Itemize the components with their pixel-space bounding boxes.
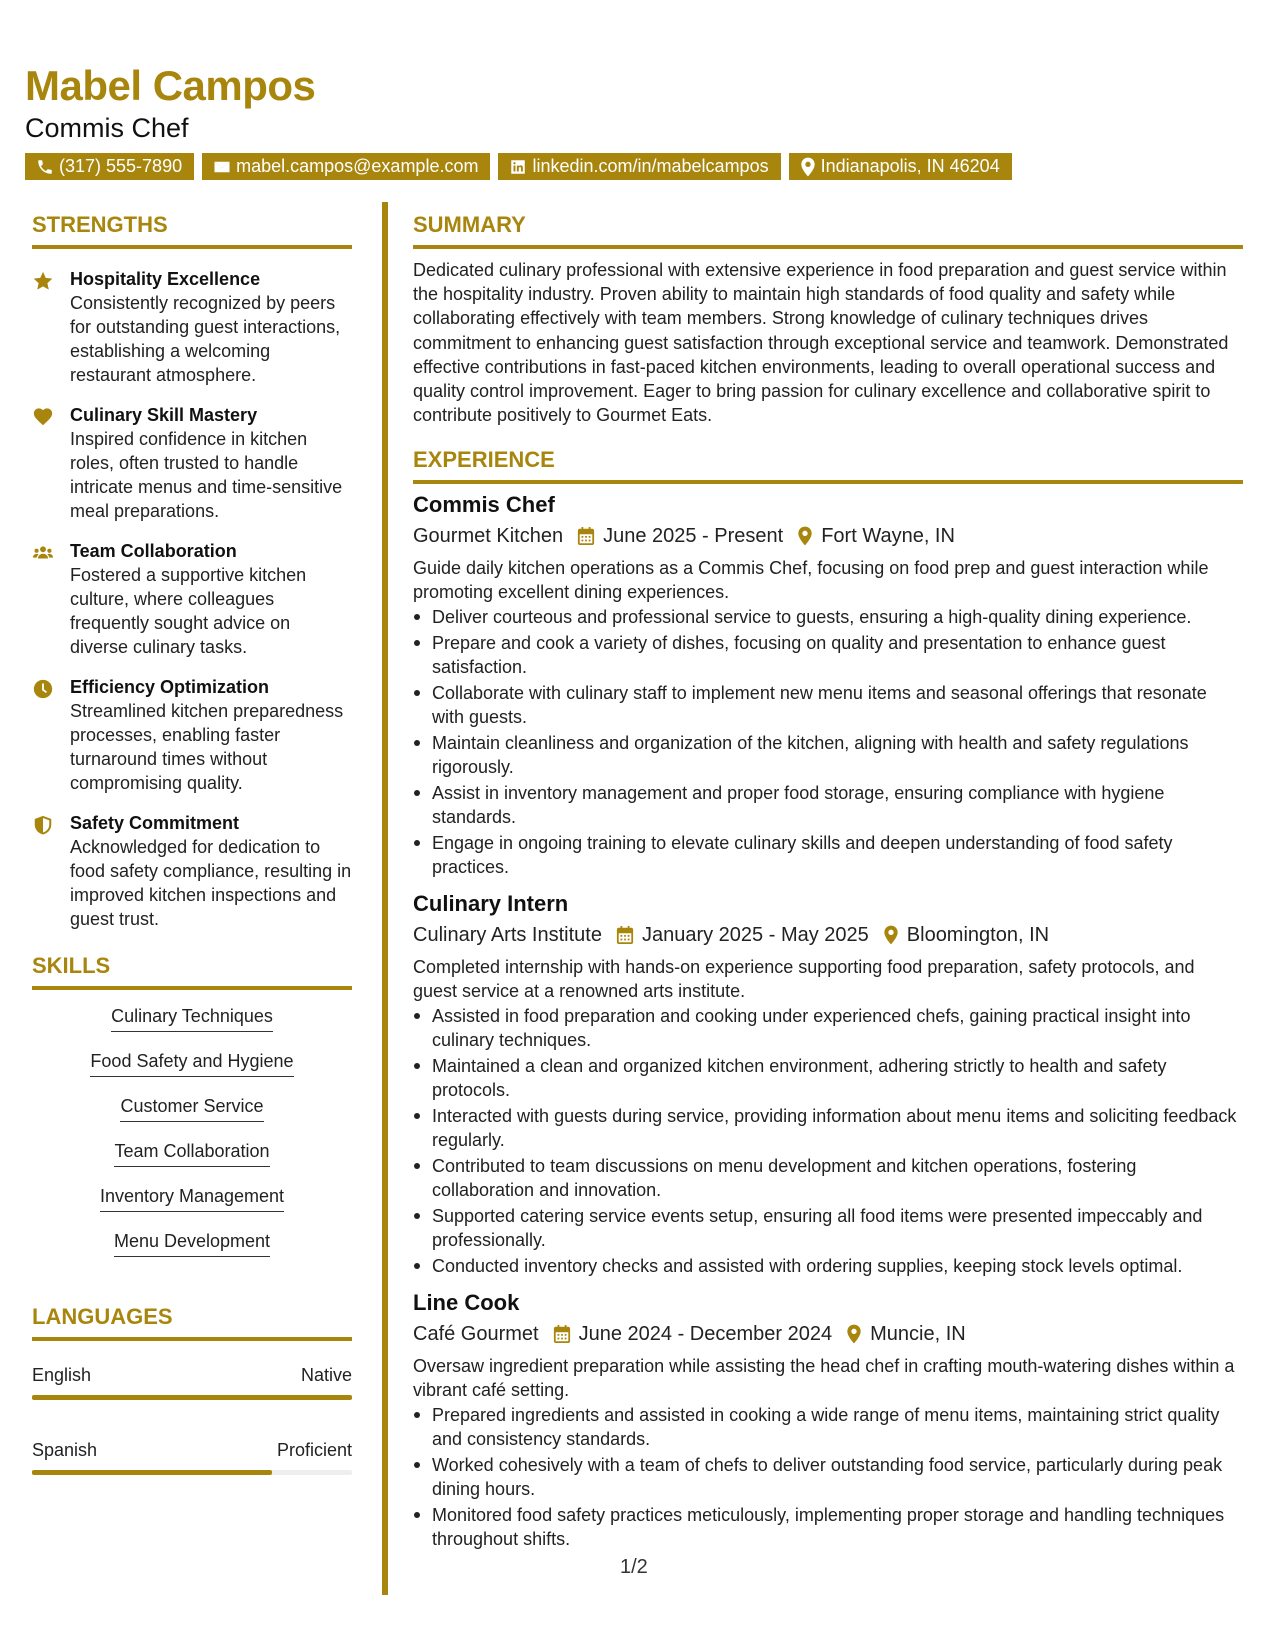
strength-item <box>32 267 352 387</box>
strength-title: Team Collaboration <box>70 541 237 561</box>
job-dates: June 2024 - December 2024 <box>578 1323 833 1346</box>
language-level: Native <box>300 1365 352 1385</box>
skills-list <box>32 1004 352 1274</box>
strength-desc: Consistently recognized by peers for outstanding guest interactions, establishing a welcoming restaurant atmosphere. <box>70 293 341 385</box>
job-location: Muncie, IN <box>870 1323 966 1346</box>
job-bullet: Collaborate with culinary staff to implement new menu items and seasonal offerings that resonate with guests. <box>413 681 1243 729</box>
job-bullet: Assist in inventory management and proper food storage, ensuring compliance with hygiene standards. <box>413 781 1243 829</box>
job-dates: June 2025 - Present <box>603 525 784 548</box>
summary-text: Dedicated culinary professional with extensive experience in food preparation and guest service within the hospitality industry. Proven ability to maintain high standards of food quality and safety while collaborating effectively with team members. Strong knowledge of culinary techniques drives commitment to enhancing guest satisfaction through exceptional service and teamwork. Demonstrated effective contributions in fast-paced kitchen environments, leading to overall operational success and quality control improvement. Eager to bring passion for culinary excellence and collaborative spirit to contribute positively to Gourmet Eats. <box>413 260 1229 426</box>
strength-desc: Fostered a supportive kitchen culture, where colleagues frequently sought advice on diverse culinary tasks. <box>70 565 307 657</box>
job-entry <box>413 1288 1243 1551</box>
linkedin-icon <box>509 158 527 176</box>
job-bullet: Monitored food safety practices meticulously, implementing proper storage and handling techniques throughout shifts. <box>413 1503 1243 1551</box>
job-bullet: Maintain cleanliness and organization of the kitchen, aligning with health and safety regulations rigorously. <box>413 731 1243 779</box>
calendar-icon <box>577 526 595 546</box>
location-icon <box>800 157 816 177</box>
job-bullet: Deliver courteous and professional service to guests, ensuring a high-quality dining experience. <box>413 605 1243 629</box>
strengths-heading: STRENGTHS <box>32 212 168 237</box>
strength-item <box>32 403 352 523</box>
language-item <box>32 1363 352 1400</box>
job-role: Commis Chef <box>413 492 555 518</box>
column-divider <box>382 202 388 1595</box>
job-bullet: Prepare and cook a variety of dishes, focusing on quality and presentation to enhance guest satisfaction. <box>413 631 1243 679</box>
candidate-name: Mabel Campos <box>25 62 316 109</box>
languages-rule <box>32 1337 352 1341</box>
job-bullet: Engage in ongoing training to elevate culinary skills and deepen understanding of food safety practices. <box>413 831 1243 879</box>
location-text: Indianapolis, IN 46204 <box>820 156 1000 176</box>
location-icon <box>883 925 899 945</box>
strength-title: Safety Commitment <box>70 813 240 833</box>
strength-title: Hospitality Excellence <box>70 269 261 289</box>
users-icon <box>32 542 54 564</box>
skills-rule <box>32 986 352 990</box>
strength-item <box>32 539 352 659</box>
skill-tag: Inventory Management <box>100 1184 284 1212</box>
strength-desc: Inspired confidence in kitchen roles, often trusted to handle intricate menus and time-sensitive meal preparations. <box>70 429 343 521</box>
strength-item <box>32 811 352 931</box>
job-bullet: Assisted in food preparation and cooking under experienced chefs, gaining practical insight into culinary techniques. <box>413 1004 1243 1052</box>
language-item <box>32 1438 352 1475</box>
job-dates: January 2025 - May 2025 <box>641 924 869 947</box>
job-bullet: Interacted with guests during service, providing information about menu items and soliciting feedback regularly. <box>413 1104 1243 1152</box>
job-bullet: Contributed to team discussions on menu development and kitchen operations, fostering collaboration and innovation. <box>413 1154 1243 1202</box>
summary-rule <box>413 245 1243 249</box>
clock-icon <box>32 678 54 700</box>
envelope-icon <box>213 158 231 176</box>
languages-heading: LANGUAGES <box>32 1304 173 1329</box>
language-level: Proficient <box>276 1440 352 1460</box>
job-company: Café Gourmet <box>413 1323 539 1346</box>
job-role: Line Cook <box>413 1290 520 1316</box>
contact-email[interactable] <box>202 153 490 180</box>
strength-desc: Acknowledged for dedication to food safety compliance, resulting in improved kitchen inspections and guest trust. <box>70 837 352 929</box>
language-bar-fill <box>32 1395 352 1400</box>
star-icon <box>32 270 54 292</box>
contact-bar <box>25 153 1012 181</box>
job-bullets <box>413 605 1243 879</box>
languages-list <box>32 1363 352 1475</box>
skill-tag: Customer Service <box>120 1094 263 1122</box>
job-bullet: Prepared ingredients and assisted in cooking a wide range of menu items, maintaining strict quality and consistency standards. <box>413 1403 1243 1451</box>
strength-desc: Streamlined kitchen preparedness processes, enabling faster turnaround times without compromising quality. <box>70 701 344 793</box>
linkedin-text: linkedin.com/in/mabelcampos <box>532 156 769 176</box>
job-bullet: Worked cohesively with a team of chefs to deliver outstanding food service, particularly during peak dining hours. <box>413 1453 1243 1501</box>
job-location: Bloomington, IN <box>906 924 1050 947</box>
job-bullet: Conducted inventory checks and assisted with ordering supplies, keeping stock levels optimal. <box>413 1254 1243 1278</box>
summary-heading: SUMMARY <box>413 212 526 237</box>
job-bullet: Supported catering service events setup, ensuring all food items were presented impeccably and professionally. <box>413 1204 1243 1252</box>
job-location: Fort Wayne, IN <box>821 525 955 548</box>
resume-header <box>25 62 1250 176</box>
job-entry <box>413 490 1243 879</box>
job-entry <box>413 889 1243 1278</box>
job-role: Culinary Intern <box>413 891 569 917</box>
strength-title: Efficiency Optimization <box>70 677 270 697</box>
strength-item <box>32 675 352 795</box>
job-bullets <box>413 1004 1243 1278</box>
skill-tag: Team Collaboration <box>114 1139 269 1167</box>
job-company: Gourmet Kitchen <box>413 525 564 548</box>
page-number: 1/2 <box>620 1556 648 1578</box>
skill-tag: Culinary Techniques <box>111 1004 273 1032</box>
experience-rule <box>413 480 1243 484</box>
calendar-icon <box>553 1324 571 1344</box>
right-column <box>413 210 1243 1553</box>
language-name: Spanish <box>32 1440 98 1460</box>
strengths-rule <box>32 245 352 249</box>
phone-text: (317) 555-7890 <box>59 156 183 176</box>
skills-heading: SKILLS <box>32 953 111 978</box>
shield-icon <box>32 814 54 836</box>
strengths-list <box>32 267 352 931</box>
language-name: English <box>32 1365 92 1385</box>
language-bar <box>32 1470 352 1475</box>
job-meta <box>413 521 1243 551</box>
contact-linkedin[interactable] <box>498 153 780 180</box>
candidate-title: Commis Chef <box>25 113 189 143</box>
heart-icon <box>32 406 54 428</box>
job-meta <box>413 920 1243 950</box>
contact-phone[interactable] <box>25 153 194 180</box>
skill-tag: Menu Development <box>114 1229 270 1257</box>
location-icon <box>797 526 813 546</box>
job-description: Completed internship with hands-on experience supporting food preparation, safety protocols, and guest service at a renowned arts institute. <box>413 957 1195 1002</box>
job-bullets <box>413 1403 1243 1551</box>
job-description: Guide daily kitchen operations as a Commis Chef, focusing on food prep and guest interaction while promoting excellent dining experiences. <box>413 558 1209 603</box>
phone-icon <box>36 158 54 176</box>
language-bar-fill <box>32 1470 272 1475</box>
experience-list <box>413 490 1243 1551</box>
job-meta <box>413 1319 1243 1349</box>
skill-tag: Food Safety and Hygiene <box>90 1049 293 1077</box>
contact-location[interactable] <box>789 153 1012 180</box>
strength-title: Culinary Skill Mastery <box>70 405 258 425</box>
job-bullet: Maintained a clean and organized kitchen environment, adhering strictly to health and safety protocols. <box>413 1054 1243 1102</box>
calendar-icon <box>616 925 634 945</box>
location-icon <box>846 1324 862 1344</box>
left-column <box>32 210 352 1513</box>
job-description: Oversaw ingredient preparation while assisting the head chef in crafting mouth-watering dishes within a vibrant café setting. <box>413 1356 1235 1401</box>
email-text: mabel.campos@example.com <box>236 156 479 176</box>
job-company: Culinary Arts Institute <box>413 924 602 947</box>
language-bar <box>32 1395 352 1400</box>
experience-heading: EXPERIENCE <box>413 447 555 473</box>
